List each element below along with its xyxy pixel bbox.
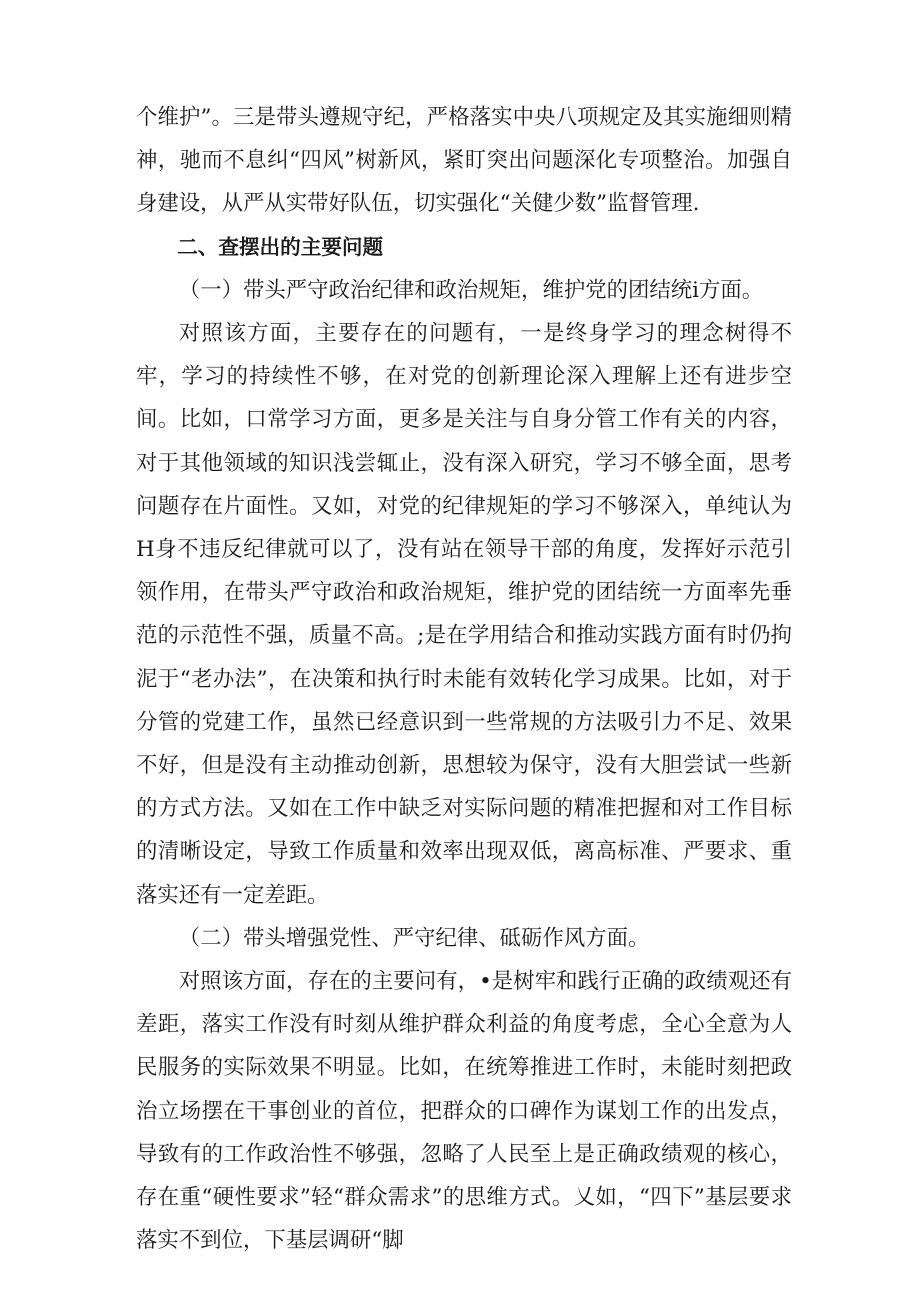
paragraph-1: 对照该方面，主要存在的问题有，一是终身学习的理念树得不牢，学习的持续性不够，在对党的创新理论深入理解上还有进步空间。比如，口常学习方面，更多是关注与自身分管工作有关的内容，对于其他领域的知识浅尝辄止，没有深入研究，学习不够全面，思考问题存在片面性。又如，对党的纪律规矩的学习不够深入，单纯认为H身不违反纪律就可以了，没有站在领导干部的角度，发挥好示范引领作用，在带头严守政治和政治规矩，维护党的团结统一方面率先垂范的示范性不强，质量不高。;是在学用结合和推动实践方面有时仍拘泥于“老办法”，在决策和执行时未能有效转化学习成果。比如，对于分管的党建工作，虽然已经意识到一些常规的方法吸引力不足、效果不好，但是没有主动推动创新，思想较为保守，没有大胆尝试一些新的方式方法。又如在工作中缺乏对实际问题的精准把握和对工作目标的清晰设定，导致工作质量和效率出现双低，离高标准、严要求、重落实还有一定差距。 <box>136 321 792 908</box>
sub-heading-2: （二）带头增强党性、严守纪律、砥砺作风方面。 <box>178 925 650 951</box>
paragraph-2: 对照该方面，存在的主要问有，•是树牢和践行正确的政绩观还有差距，落实工作没有时刻从维护群众利益的角度考虑，全心全意为人民服务的实际效果不明显。比如，在统筹推进工作时，未能时刻把政治立场摆在干事创业的首位，把群众的口碑作为谋划工作的出发点，导致有的工作政治性不够强，忽略了人民至上是正确政绩观的核心，存在重“硬性要求”轻“群众需求”的思维方式。乂如，“四下”基层要求落实不到位，下基层调研“脚 <box>136 969 792 1254</box>
document-body <box>136 96 792 1262</box>
section-heading: 二、查摆出的主要问题 <box>177 234 384 259</box>
sub-heading-1: （一）带头严守政治纪律和政治规矩，维护党的团结统i方面。 <box>178 277 764 303</box>
paragraph-continued: 个维护”。三是带头遵规守纪，严格落实中央八项规定及其实施细则精神，驰而不息纠“四风”树新风，紧盯突出问题深化专项整治。加强自身建设，从严从实带好队伍，切实强化“关健少数”监督管理. <box>136 105 792 217</box>
